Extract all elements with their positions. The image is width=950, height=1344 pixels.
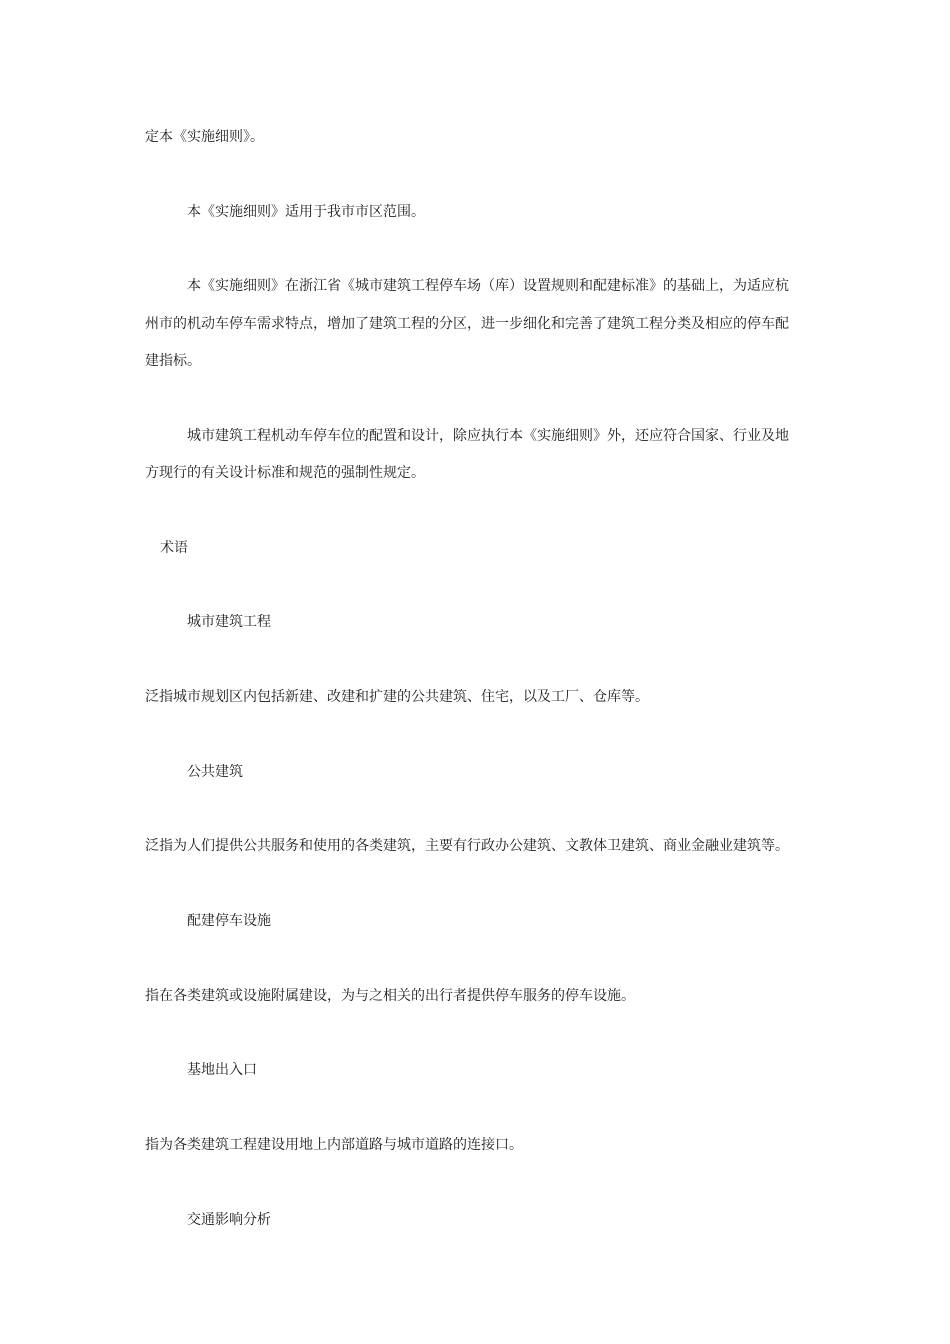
paragraph-line: 本《实施细则》适用于我市市区范围。: [187, 204, 425, 220]
term-definition: 泛指城市规划区内包括新建、改建和扩建的公共建筑、住宅，以及工厂、仓库等。: [145, 689, 649, 705]
paragraph-line: 本《实施细则》在浙江省《城市建筑工程停车场（库）设置规则和配建标准》的基础上，为适应杭: [187, 278, 789, 294]
term-definition: 指为各类建筑工程建设用地上内部道路与城市道路的连接口。: [145, 1137, 523, 1153]
paragraph-line: 定本《实施细则》。: [145, 129, 264, 145]
term-definition: 指在各类建筑或设施附属建设，为与之相关的出行者提供停车服务的停车设施。: [145, 988, 635, 1004]
term-heading: 基地出入口: [187, 1062, 257, 1078]
section-heading: 术语: [160, 540, 188, 556]
term-heading: 公共建筑: [187, 764, 243, 780]
term-heading: 城市建筑工程: [187, 614, 271, 630]
paragraph-line: 州市的机动车停车需求特点，增加了建筑工程的分区，进一步细化和完善了建筑工程分类及相应的停车配: [145, 316, 789, 332]
term-definition: 泛指为人们提供公共服务和使用的各类建筑，主要有行政办公建筑、文教体卫建筑、商业金融业建筑等。: [145, 838, 789, 854]
paragraph-line: 方现行的有关设计标准和规范的强制性规定。: [145, 465, 425, 481]
term-heading: 交通影响分析: [187, 1212, 271, 1228]
paragraph-line: 建指标。: [145, 353, 201, 369]
paragraph-line: 城市建筑工程机动车停车位的配置和设计，除应执行本《实施细则》外，还应符合国家、行业及地: [187, 428, 789, 444]
term-heading: 配建停车设施: [187, 913, 271, 929]
